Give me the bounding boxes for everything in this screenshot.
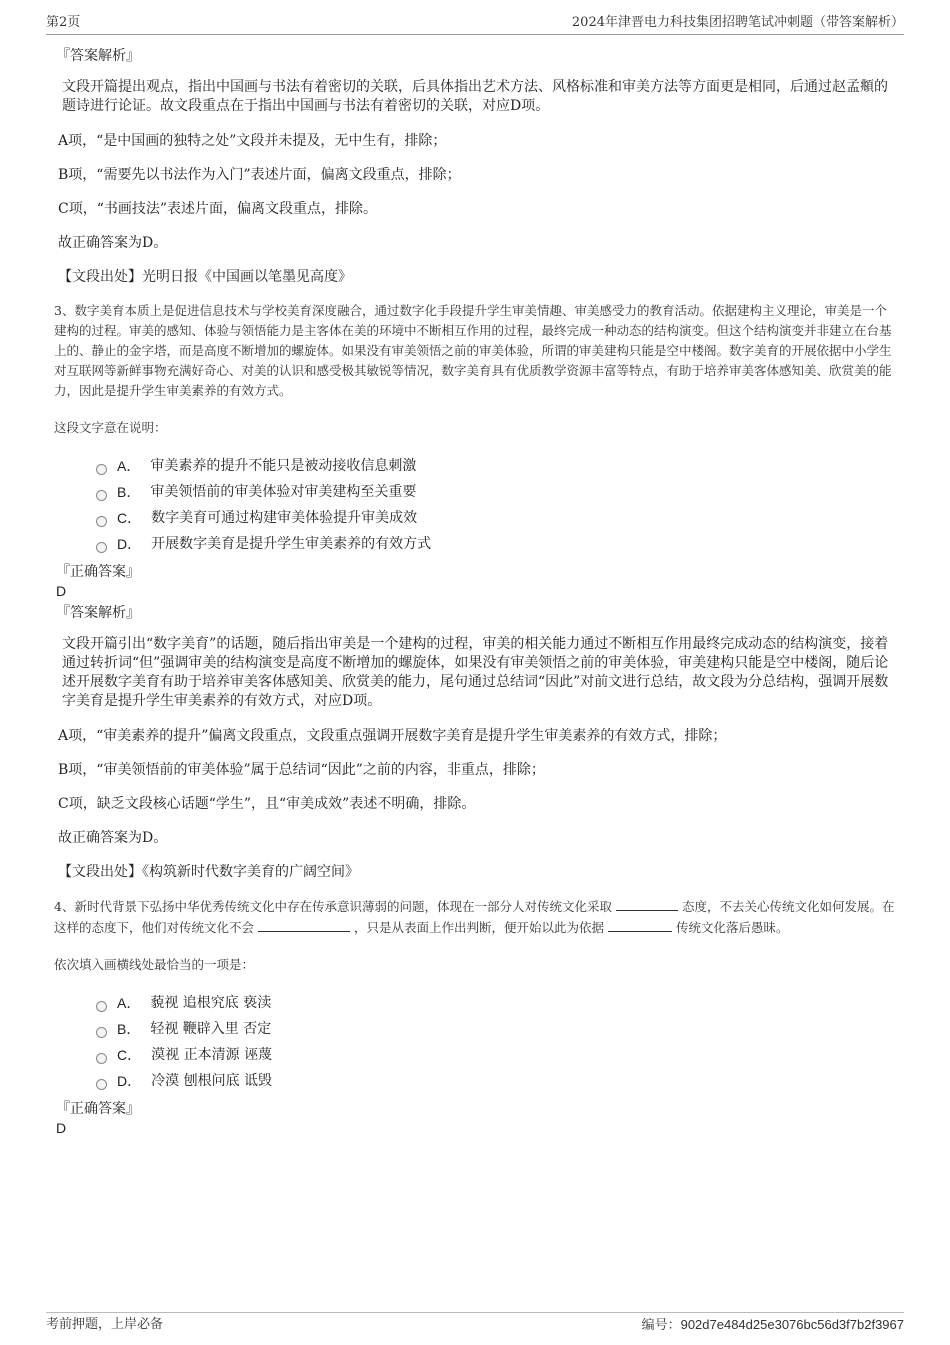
option-letter: A． (117, 995, 141, 1011)
stem-part-3: ，只是从表面上作出判断，便开始以此为依据 (353, 920, 604, 935)
option-letter: D． (117, 1073, 142, 1089)
option-c[interactable] (96, 505, 896, 531)
radio-button[interactable] (96, 542, 107, 553)
option-text: 藐视 追根究底 亵渎 (150, 995, 272, 1011)
option-a[interactable] (96, 453, 896, 479)
option-letter: D． (117, 536, 142, 552)
document-code (642, 1315, 904, 1336)
stem-part-2: 态度，不去关心传统文化如何发展。在这样的态度下，他们对传统文化不会 (54, 899, 895, 935)
analysis-label: 『答案解析』 (56, 605, 140, 621)
analysis-conclusion: 故正确答案为D。 (58, 830, 168, 846)
option-letter: C． (117, 1047, 142, 1063)
page-content (56, 46, 896, 1140)
radio-button[interactable] (96, 1053, 107, 1064)
answer-label: 『正确答案』 (56, 1101, 140, 1117)
option-letter: A． (117, 458, 141, 474)
stem-part-4: 传统文化落后愚昧。 (675, 920, 789, 935)
option-text: 轻视 鞭辟入里 否定 (150, 1021, 272, 1037)
fill-blank-2 (258, 917, 350, 932)
analysis-label: 『答案解析』 (56, 48, 140, 64)
option-text: 冷漠 刨根问底 诋毁 (151, 1073, 273, 1089)
question-prompt: 这段文字意在说明： (54, 420, 167, 435)
stem-part-1: 4、新时代背景下弘扬中华优秀传统文化中存在传承意识薄弱的问题，体现在一部分人对传统文化采取 (54, 899, 612, 914)
q2-analysis-section (56, 46, 896, 287)
radio-button[interactable] (96, 464, 107, 475)
radio-button[interactable] (96, 516, 107, 527)
option-text: 审美领悟前的审美体验对审美建构至关重要 (150, 484, 417, 500)
analysis-line-c: C项，“书画技法”表述片面，偏离文段重点，排除。 (58, 201, 378, 217)
answer-value: D (56, 1120, 67, 1136)
option-text: 漠视 正本清源 诬蔑 (151, 1047, 273, 1063)
analysis-line-b: B项，“审美领悟前的审美体验”属于总结词“因此”之前的内容，非重点，排除； (58, 762, 545, 778)
question-prompt: 依次填入画横线处最恰当的一项是： (54, 957, 255, 972)
option-text: 审美素养的提升不能只是被动接收信息刺激 (150, 458, 417, 474)
code-value: 902d7e484d25e3076bc56d3f7b2f3967 (680, 1317, 904, 1332)
option-list (96, 453, 896, 557)
option-c[interactable] (96, 1042, 896, 1068)
answer-label: 『正确答案』 (56, 564, 140, 580)
analysis-line-c: C项，缺乏文段核心话题“学生”，且“审美成效”表述不明确，排除。 (58, 796, 476, 812)
question-stem: 3、数字美育本质上是促进信息技术与学校美育深度融合，通过数字化手段提升学生审美情趣、审美感受力的教育活动。依据建构主义理论，审美是一个建构的过程。审美的感知、体验与领悟能力是主客体在美的环境中不断相互作用的过程，最终完成一种动态的结构演变。但这个结构演变并非建立在台基上的、静止的金字塔，而是高度不断增加的螺旋体。如果没有审美领悟之前的审美体验，所谓的审美建构只能是空中楼阁。数字美育的开展依据中小学生对互联网等新鲜事物充满好奇心、对美的认识和感受极其敏锐等情况，数字美育具有优质教学资源丰富等特点，有助于培养审美客体感知美、欣赏美的能力，因此是提升学生审美素养的有效方式。 (54, 303, 892, 398)
option-letter: C． (117, 510, 142, 526)
radio-button[interactable] (96, 490, 107, 501)
page-number: 第2页 (46, 15, 81, 30)
option-letter: B． (117, 484, 141, 500)
option-list (96, 990, 896, 1094)
option-text: 数字美育可通过构建审美体验提升审美成效 (151, 510, 418, 526)
page-header (46, 14, 904, 35)
answer-value: D (56, 583, 67, 599)
question-stem (54, 896, 896, 938)
option-d[interactable] (96, 531, 896, 557)
analysis-line-b: B项，“需要先以书法作为入门”表述片面，偏离文段重点，排除； (58, 167, 461, 183)
option-b[interactable] (96, 479, 896, 505)
radio-button[interactable] (96, 1027, 107, 1038)
analysis-line-a: A项，“是中国画的独特之处”文段并未提及，无中生有，排除； (58, 133, 447, 149)
source-citation: 【文段出处】光明日报《中国画以笔墨见高度》 (58, 269, 352, 285)
source-citation: 【文段出处】《构筑新时代数字美育的广阔空间》 (58, 864, 359, 880)
document-title: 2024年津晋电力科技集团招聘笔试冲刺题（带答案解析） (571, 15, 904, 30)
radio-button[interactable] (96, 1001, 107, 1012)
analysis-text: 文段开篇引出“数字美育”的话题，随后指出审美是一个建构的过程，审美的相关能力通过不断相互作用最终完成动态的结构演变，接着通过转折词“但”强调审美的结构演变是高度不断增加的螺旋体，如果没有审美领悟之前的审美体验，审美建构只能是空中楼阁，随后论述开展数字美育有助于培养审美客体感知美、欣赏美的能力，尾句通过总结词“因此”对前文进行总结，故文段为分总结构，强调开展数字美育是提升学生审美素养的有效方式，对应D项。 (62, 636, 889, 709)
option-letter: B． (117, 1021, 141, 1037)
option-b[interactable] (96, 1016, 896, 1042)
fill-blank-3 (608, 917, 672, 932)
analysis-line-a: A项，“审美素养的提升”偏离文段重点，文段重点强调开展数字美育是提升学生审美素养的有效方式，排除； (58, 728, 727, 744)
option-text: 开展数字美育是提升学生审美素养的有效方式 (151, 536, 432, 552)
analysis-text: 文段开篇提出观点，指出中国画与书法有着密切的关联，后具体指出艺术方法、风格标准和审美方法等方面更是相同，后通过赵孟頫的题诗进行论证。故文段重点在于指出中国画与书法有着密切的关联，对应D项。 (62, 79, 888, 114)
code-label: 编号： (641, 1318, 681, 1333)
page-footer (46, 1312, 904, 1337)
fill-blank-1 (616, 896, 678, 911)
question-3 (56, 301, 896, 882)
radio-button[interactable] (96, 1079, 107, 1090)
option-a[interactable] (96, 990, 896, 1016)
footer-slogan: 考前押题，上岸必备 (46, 1317, 164, 1332)
question-4 (56, 896, 896, 1138)
option-d[interactable] (96, 1068, 896, 1094)
analysis-conclusion: 故正确答案为D。 (58, 235, 168, 251)
